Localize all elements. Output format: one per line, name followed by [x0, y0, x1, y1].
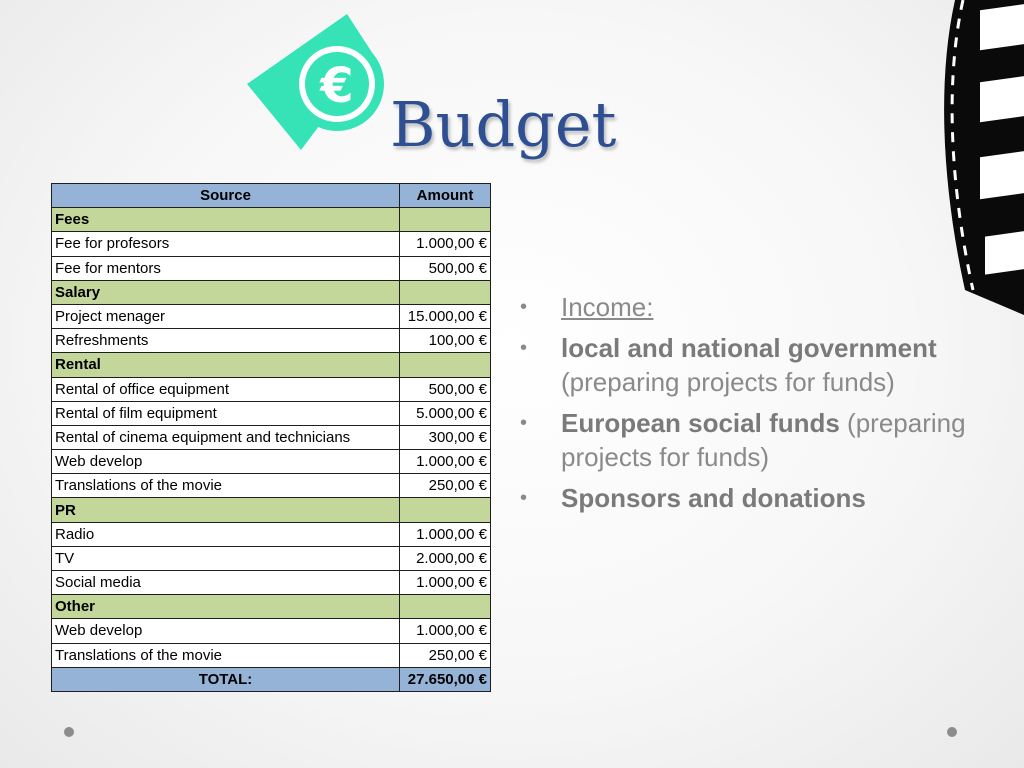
corner-dot-right — [947, 727, 957, 737]
table-row — [52, 256, 491, 280]
table-header-row — [52, 184, 491, 208]
table-row — [52, 450, 491, 474]
table-row — [52, 304, 491, 328]
bullet-government — [520, 331, 990, 399]
amount-cell — [400, 280, 491, 304]
budget-table-body — [52, 208, 491, 692]
source-cell: Radio — [52, 522, 400, 546]
source-cell: PR — [52, 498, 400, 522]
amount-cell: 1.000,00 € — [400, 450, 491, 474]
table-row — [52, 643, 491, 667]
bullet-marker: • — [520, 412, 528, 434]
total-row — [52, 667, 491, 691]
amount-cell: 1.000,00 € — [400, 232, 491, 256]
source-cell: Fees — [52, 208, 400, 232]
amount-column-header: Amount — [400, 184, 491, 208]
slide-title: Budget — [390, 88, 617, 161]
amount-cell — [400, 353, 491, 377]
table-row — [52, 329, 491, 353]
bullet-income — [520, 290, 990, 324]
table-row — [52, 571, 491, 595]
table-row — [52, 425, 491, 449]
amount-cell — [400, 208, 491, 232]
table-row — [52, 232, 491, 256]
esf-note: (preparing projects for funds) — [561, 408, 966, 472]
source-cell: Rental of cinema equipment and technicians — [52, 425, 400, 449]
svg-text:€: € — [320, 58, 354, 114]
amount-cell: 500,00 € — [400, 256, 491, 280]
amount-cell: 250,00 € — [400, 474, 491, 498]
amount-cell: 100,00 € — [400, 329, 491, 353]
amount-cell — [400, 595, 491, 619]
category-row — [52, 498, 491, 522]
amount-cell: 250,00 € — [400, 643, 491, 667]
category-row — [52, 208, 491, 232]
film-strip-icon — [925, 0, 1024, 320]
table-row — [52, 522, 491, 546]
source-cell: Rental of film equipment — [52, 401, 400, 425]
income-heading: Income: — [561, 292, 654, 322]
amount-cell: 5.000,00 € — [400, 401, 491, 425]
amount-cell: 15.000,00 € — [400, 304, 491, 328]
amount-cell: 1.000,00 € — [400, 522, 491, 546]
corner-dot-left — [64, 727, 74, 737]
bullet-marker: • — [520, 487, 528, 509]
category-row — [52, 280, 491, 304]
table-row — [52, 474, 491, 498]
amount-cell: 500,00 € — [400, 377, 491, 401]
bullet-esf — [520, 406, 990, 474]
source-cell: Project menager — [52, 304, 400, 328]
amount-cell: 27.650,00 € — [400, 667, 491, 691]
table-row — [52, 546, 491, 570]
amount-cell: 1.000,00 € — [400, 571, 491, 595]
source-cell: Rental — [52, 353, 400, 377]
source-cell: Social media — [52, 571, 400, 595]
category-row — [52, 353, 491, 377]
source-cell: Refreshments — [52, 329, 400, 353]
table-row — [52, 401, 491, 425]
bullet-sponsors — [520, 481, 990, 515]
source-cell: Translations of the movie — [52, 643, 400, 667]
category-row — [52, 595, 491, 619]
source-cell: TV — [52, 546, 400, 570]
source-cell: Salary — [52, 280, 400, 304]
amount-cell: 300,00 € — [400, 425, 491, 449]
source-column-header: Source — [52, 184, 400, 208]
amount-cell — [400, 498, 491, 522]
source-cell: TOTAL: — [52, 667, 400, 691]
source-cell: Other — [52, 595, 400, 619]
source-cell: Fee for mentors — [52, 256, 400, 280]
sponsors-label: Sponsors and donations — [561, 483, 866, 513]
source-cell: Fee for profesors — [52, 232, 400, 256]
table-row — [52, 619, 491, 643]
government-note: (preparing projects for funds) — [561, 367, 895, 397]
source-cell: Web develop — [52, 450, 400, 474]
bullet-marker: • — [520, 296, 528, 318]
source-cell: Web develop — [52, 619, 400, 643]
budget-table — [51, 183, 491, 692]
amount-cell: 2.000,00 € — [400, 546, 491, 570]
amount-cell: 1.000,00 € — [400, 619, 491, 643]
funding-bullet-list — [520, 290, 990, 522]
euro-coin-icon — [245, 12, 385, 152]
bullet-marker: • — [520, 337, 528, 359]
source-cell: Translations of the movie — [52, 474, 400, 498]
esf-label: European social funds — [561, 408, 840, 438]
table-row — [52, 377, 491, 401]
government-label: local and national government — [561, 333, 937, 363]
source-cell: Rental of office equipment — [52, 377, 400, 401]
